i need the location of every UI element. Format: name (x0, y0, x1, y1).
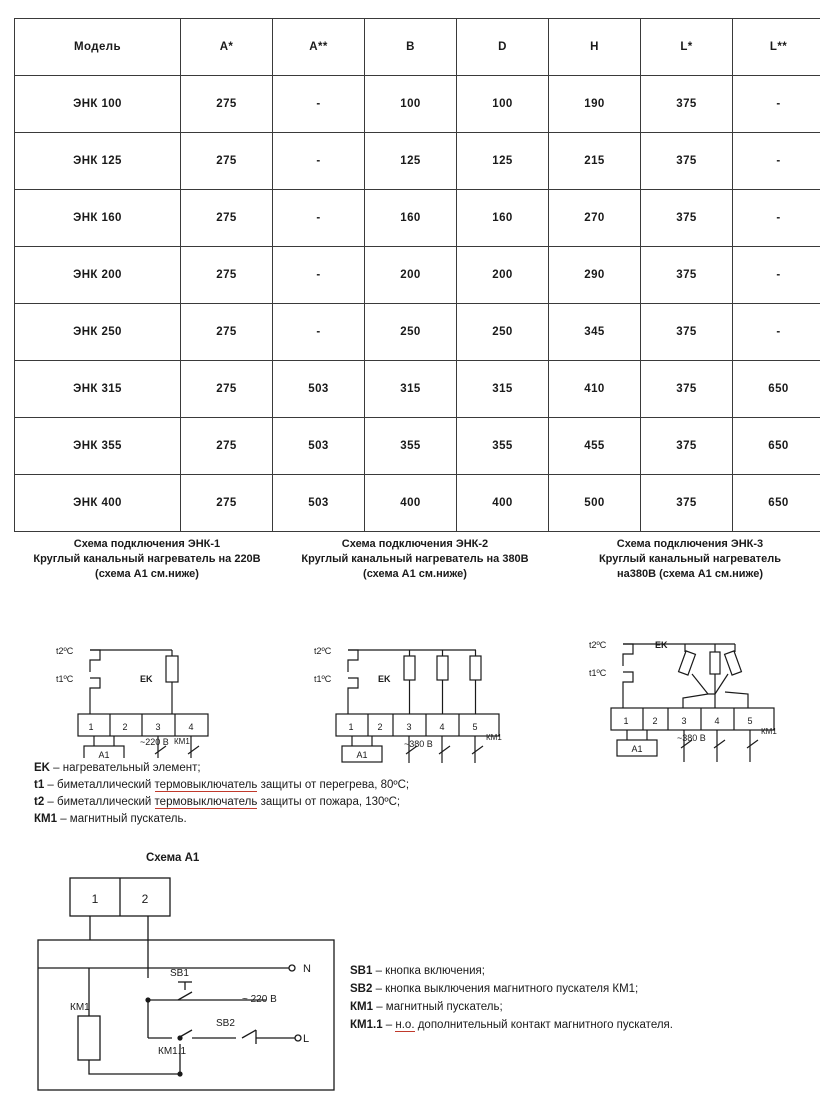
table-row (15, 304, 820, 361)
cell-l1: 375 (641, 418, 733, 475)
legend-text-t2-post: защиты от пожара, 130ºC; (257, 796, 401, 808)
cell-a1: 275 (181, 361, 273, 418)
a1-legend-row-sb2 (350, 980, 673, 998)
cell-model: ЭНК 160 (15, 190, 181, 247)
scheme-a1-diagram (20, 868, 350, 1103)
legend-row-ek (34, 760, 534, 777)
legend-key-ek: EK (34, 762, 50, 774)
table-row (15, 190, 820, 247)
cell-model: ЭНК 125 (15, 133, 181, 190)
legend-text-ek: – нагревательный элемент; (49, 762, 201, 774)
cell-b: 100 (365, 76, 457, 133)
a1-legend-key-km11: КМ1.1 (350, 1019, 383, 1031)
scheme-a1-label-sb1: SB1 (170, 968, 189, 979)
cell-model: ЭНК 315 (15, 361, 181, 418)
scheme-a1-legend (350, 962, 673, 1034)
cell-a1: 275 (181, 418, 273, 475)
table-header-a2: A** (273, 19, 365, 76)
cell-d: 355 (457, 418, 549, 475)
scheme-2-terminal-3: 3 (406, 722, 412, 732)
components-legend (34, 760, 534, 828)
cell-a2: - (273, 76, 365, 133)
cell-l1: 375 (641, 133, 733, 190)
cell-b: 200 (365, 247, 457, 304)
scheme-1-title-1: Схема подключения ЭНК-1 (73, 538, 221, 550)
scheme-a1-label-n: N (303, 963, 311, 975)
a1-legend-row-sb1 (350, 962, 673, 980)
scheme-1-terminal-3: 3 (155, 722, 161, 732)
cell-l1: 375 (641, 190, 733, 247)
cell-a1: 275 (181, 133, 273, 190)
legend-key-t2: t2 (34, 796, 45, 808)
cell-l2: - (733, 133, 820, 190)
cell-l2: - (733, 76, 820, 133)
cell-model: ЭНК 355 (15, 418, 181, 475)
table-header-model: Модель (15, 19, 181, 76)
scheme-3-label-a1: A1 (631, 744, 643, 754)
cell-h: 190 (549, 76, 641, 133)
cell-d: 315 (457, 361, 549, 418)
cell-d: 400 (457, 475, 549, 532)
table-row (15, 76, 820, 133)
table-header-row (15, 19, 820, 76)
table-row (15, 247, 820, 304)
cell-d: 100 (457, 76, 549, 133)
cell-l1: 375 (641, 475, 733, 532)
scheme-2-title-2: Круглый канальный нагреватель на 380В (301, 553, 529, 565)
scheme-enk-2 (280, 537, 550, 768)
a1-legend-row-km11 (350, 1016, 673, 1034)
a1-legend-key-sb1: SB1 (350, 965, 373, 977)
cell-b: 355 (365, 418, 457, 475)
cell-l1: 375 (641, 247, 733, 304)
scheme-1-terminal-1: 1 (88, 722, 94, 732)
cell-a2: 503 (273, 475, 365, 532)
cell-a1: 275 (181, 76, 273, 133)
table-header-h: H (549, 19, 641, 76)
scheme-2-terminal-1: 1 (348, 722, 354, 732)
scheme-a1-label-km11: КМ1.1 (158, 1046, 187, 1057)
scheme-1-title-2: Круглый канальный нагреватель на 220В (33, 553, 261, 565)
a1-legend-text-km1: – магнитный пускатель; (373, 1001, 503, 1013)
scheme-2-terminal-4: 4 (439, 722, 445, 732)
cell-h: 290 (549, 247, 641, 304)
scheme-2-label-ek: EK (378, 674, 391, 684)
scheme-2-label-t2: t2ºC (314, 646, 332, 656)
scheme-enk-1 (22, 537, 272, 763)
cell-a1: 275 (181, 475, 273, 532)
scheme-3-terminal-2: 2 (652, 716, 658, 726)
cell-d: 160 (457, 190, 549, 247)
cell-h: 345 (549, 304, 641, 361)
scheme-3-title-3: на380В (схема А1 см.ниже) (616, 568, 763, 580)
scheme-a1-label-km1: КМ1 (70, 1002, 90, 1013)
cell-model: ЭНК 100 (15, 76, 181, 133)
scheme-1-label-a1: A1 (98, 750, 110, 758)
cell-model: ЭНК 400 (15, 475, 181, 532)
scheme-3-terminal-5: 5 (747, 716, 753, 726)
table-row (15, 361, 820, 418)
table-row (15, 475, 820, 532)
a1-legend-text-sb2: – кнопка выключения магнитного пускателя КМ1; (372, 983, 639, 995)
scheme-2-terminal-2: 2 (377, 722, 383, 732)
legend-row-km1 (34, 811, 534, 828)
table-header-d: D (457, 19, 549, 76)
scheme-1-title-3: (схема А1 см.ниже) (95, 568, 199, 580)
table-header-a1: A* (181, 19, 273, 76)
legend-row-t1 (34, 777, 534, 794)
scheme-a1-terminal-2: 2 (141, 892, 149, 906)
scheme-a1-title: Схема А1 (146, 852, 200, 864)
scheme-3-title-2: Круглый канальный нагреватель (598, 553, 782, 565)
cell-l1: 375 (641, 76, 733, 133)
scheme-a1-label-sb2: SB2 (216, 1018, 235, 1029)
scheme-1-terminal-2: 2 (122, 722, 128, 732)
cell-a2: 503 (273, 418, 365, 475)
scheme-1-label-ek: EK (140, 674, 153, 684)
cell-d: 200 (457, 247, 549, 304)
table-header-l1: L* (641, 19, 733, 76)
cell-a2: - (273, 190, 365, 247)
legend-key-km1: КМ1 (34, 813, 57, 825)
scheme-enk-3 (565, 537, 815, 769)
scheme-1-label-t2: t2ºC (56, 646, 74, 656)
legend-text-t1-post: защиты от перегрева, 80ºC; (257, 779, 410, 791)
cell-h: 455 (549, 418, 641, 475)
cell-l2: 650 (733, 475, 820, 532)
scheme-3-terminal-3: 3 (681, 716, 687, 726)
scheme-3-voltage: ~380 В (677, 733, 706, 743)
scheme-1-terminal-4: 4 (188, 722, 194, 732)
scheme-2-title-1: Схема подключения ЭНК-2 (341, 538, 489, 550)
scheme-3-label-km1: КМ1 (761, 727, 777, 736)
cell-a2: - (273, 247, 365, 304)
scheme-2-label-km1: КМ1 (486, 733, 502, 742)
a1-legend-text-km11-post: дополнительный контакт магнитного пускателя. (414, 1019, 673, 1031)
cell-model: ЭНК 250 (15, 304, 181, 361)
scheme-3-terminal-1: 1 (623, 716, 629, 726)
scheme-3-label-t2: t2ºC (589, 640, 607, 650)
cell-h: 215 (549, 133, 641, 190)
legend-text-t1-pre: – биметаллический (44, 779, 155, 791)
cell-b: 315 (365, 361, 457, 418)
a1-legend-key-sb2: SB2 (350, 983, 373, 995)
cell-a2: 503 (273, 361, 365, 418)
cell-b: 160 (365, 190, 457, 247)
cell-b: 250 (365, 304, 457, 361)
cell-l2: - (733, 190, 820, 247)
cell-d: 250 (457, 304, 549, 361)
cell-b: 400 (365, 475, 457, 532)
cell-a1: 275 (181, 190, 273, 247)
cell-a1: 275 (181, 247, 273, 304)
cell-a1: 275 (181, 304, 273, 361)
cell-model: ЭНК 200 (15, 247, 181, 304)
legend-text-t2-underlined: термовыключатель (154, 796, 258, 808)
table-header-l2: L** (733, 19, 820, 76)
cell-h: 500 (549, 475, 641, 532)
a1-legend-text-sb1: – кнопка включения; (372, 965, 485, 977)
legend-key-t1: t1 (34, 779, 45, 791)
scheme-a1-terminal-1: 1 (91, 892, 99, 906)
scheme-3-label-ek: EK (655, 640, 668, 650)
cell-l2: 650 (733, 418, 820, 475)
specifications-table (14, 18, 820, 532)
scheme-a1-label-l: L (303, 1033, 310, 1045)
a1-legend-text-km11-underlined: н.о. (395, 1019, 415, 1031)
scheme-2-voltage: ~380 В (404, 739, 433, 749)
a1-legend-key-km1: КМ1 (350, 1001, 373, 1013)
cell-l2: - (733, 304, 820, 361)
scheme-2-terminal-5: 5 (472, 722, 478, 732)
cell-h: 270 (549, 190, 641, 247)
cell-l2: - (733, 247, 820, 304)
cell-l1: 375 (641, 304, 733, 361)
a1-legend-row-km1 (350, 998, 673, 1016)
table-header-b: B (365, 19, 457, 76)
legend-row-t2 (34, 794, 534, 811)
cell-l1: 375 (641, 361, 733, 418)
cell-b: 125 (365, 133, 457, 190)
scheme-2-label-t1: t1ºC (314, 674, 332, 684)
scheme-2-label-a1: A1 (356, 750, 368, 760)
a1-legend-text-km11-pre: – (382, 1019, 396, 1031)
scheme-3-title-1: Схема подключения ЭНК-3 (616, 538, 764, 550)
cell-h: 410 (549, 361, 641, 418)
table-row (15, 418, 820, 475)
scheme-1-voltage: ~220 В (140, 737, 169, 747)
scheme-3-terminal-4: 4 (714, 716, 720, 726)
table-row (15, 133, 820, 190)
legend-text-t2-pre: – биметаллический (44, 796, 155, 808)
legend-text-t1-underlined: термовыключатель (154, 779, 258, 791)
scheme-2-title-3: (схема А1 см.ниже) (363, 568, 467, 580)
scheme-3-label-t1: t1ºC (589, 668, 607, 678)
scheme-1-label-t1: t1ºC (56, 674, 74, 684)
scheme-a1-voltage: ~ 220 В (242, 994, 277, 1005)
legend-text-km1: – магнитный пускатель. (57, 813, 187, 825)
cell-d: 125 (457, 133, 549, 190)
scheme-1-label-km1: КМ1 (174, 737, 190, 746)
cell-l2: 650 (733, 361, 820, 418)
cell-a2: - (273, 304, 365, 361)
cell-a2: - (273, 133, 365, 190)
